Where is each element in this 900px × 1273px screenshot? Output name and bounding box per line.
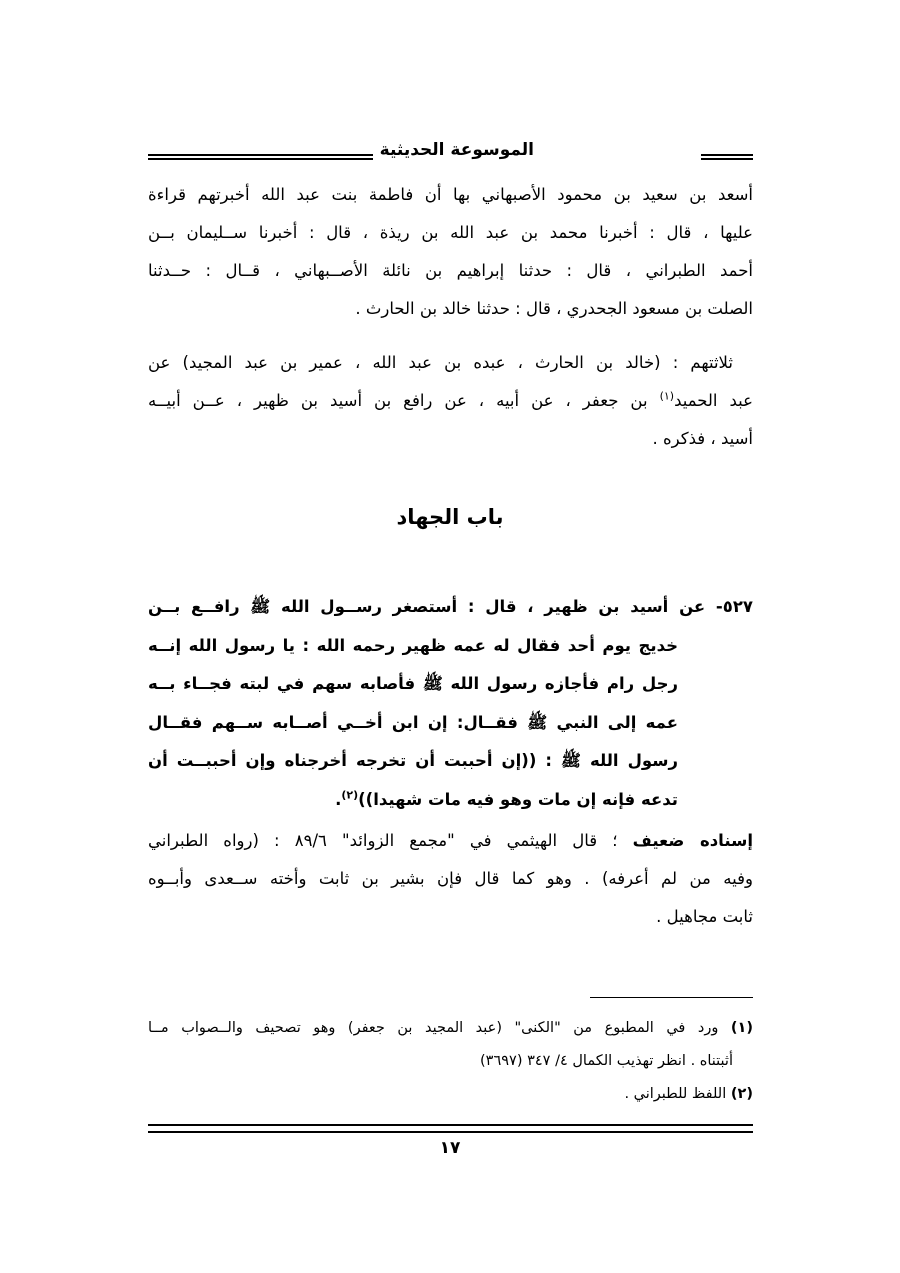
bottom-rule (148, 1131, 753, 1133)
narrators-line: ثلاثتهم : (خالد بن الحارث ، عبده بن عبد الله ، عمير بن عبد المجيد) عن (148, 353, 733, 372)
grading-verdict: إسناده ضعيف (632, 831, 753, 850)
footnote-text: ورد في المطبوع من "الكنى" (عبد المجيد بن جعفر) وهو تصحيف والــصواب مــا (148, 1020, 731, 1036)
grading-line (148, 822, 753, 860)
footnote-ref-2[interactable]: (٢) (341, 788, 359, 801)
page-number: ١٧ (439, 1138, 461, 1158)
footnote-separator (590, 997, 753, 998)
footnote-ref-1[interactable]: (١) (659, 389, 675, 403)
footnotes (148, 1012, 753, 1111)
narrators-paragraph (148, 344, 753, 458)
footnote-number: (٢) (730, 1086, 753, 1102)
isnad-line: الصلت بن مسعود الجحدري ، قال : حدثنا خالد بن الحارث . (355, 299, 753, 318)
footnote-text: اللفظ للطبراني . (624, 1086, 731, 1102)
bottom-rule (148, 1124, 753, 1126)
footnote-1 (148, 1012, 753, 1045)
hadith-line: رجل رام فأجازه رسول الله ﷺ فأصابه سهم في لبته فجــاء بــه (148, 674, 678, 693)
narrators-text: بن جعفر ، عن أبيه ، عن رافع بن أسيد بن ظهير ، عــن أبيــه (148, 391, 660, 410)
footnote-1-continued: أثبتناه . انظر تهذيب الكمال ٤/ ٣٤٧ (٣٦٩٧) (480, 1053, 733, 1069)
hadith-line: خديج يوم أحد فقال له عمه ظهير رحمه الله : يا رسول الله إنــه (148, 635, 678, 655)
isnad-line: أحمد الطبراني ، قال : حدثنا إبراهيم بن نائلة الأصــبهاني ، قــال : حــدثنا (148, 261, 753, 280)
hadith-line: ٥٢٧- عن أسيد بن ظهير ، قال : أستصغر رســول الله ﷺ رافــع بــن (148, 597, 753, 616)
header-rule-left (148, 154, 373, 160)
hadith-text-end: تدعه فإنه إن مات وهو فيه مات شهيدا)) (358, 789, 678, 809)
running-header (148, 140, 753, 174)
isnad-paragraph (148, 176, 753, 328)
header-title: الموسوعة الحديثية (379, 140, 534, 160)
grading-line: وفيه من لم أعرفه) . وهو كما قال فإن بشير بن ثابت وأخته ســعدى وأبــوه (148, 869, 753, 888)
narrators-text: عبد الحميد (674, 391, 753, 410)
narrators-line (148, 382, 753, 420)
isnad-line: أسعد بن سعيد بن محمود الأصبهاني بها أن فاطمة بنت عبد الله أخبرتهم قراءة (148, 185, 753, 204)
hadith-line: عمه إلى النبي ﷺ فقــال: إن ابن أخــي أصــابه ســهم فقــال (148, 712, 678, 732)
hadith-period: . (335, 789, 342, 809)
isnad-line: عليها ، قال : أخبرنا محمد بن عبد الله بن ريذة ، قال : أخبرنا ســليمان بــن (148, 223, 753, 242)
footnote-2 (148, 1078, 753, 1111)
hadith-text (148, 588, 753, 819)
narrators-line: أسيد ، فذكره . (652, 429, 753, 448)
grading-line: ثابت مجاهيل . (656, 907, 753, 926)
header-rule-right (701, 154, 753, 160)
footnote-number: (١) (730, 1020, 753, 1036)
hadith-line: رسول الله ﷺ : ((إن أحببت أن تخرجه أخرجناه وإن أحببــت أن (148, 751, 678, 770)
grading-text: ؛ قال الهيثمي في "مجمع الزوائد" ٨٩/٦ : (رواه الطبراني (148, 831, 633, 850)
grading-paragraph (148, 822, 753, 936)
chapter-title: باب الجهاد (396, 505, 504, 529)
hadith-line (148, 781, 753, 820)
